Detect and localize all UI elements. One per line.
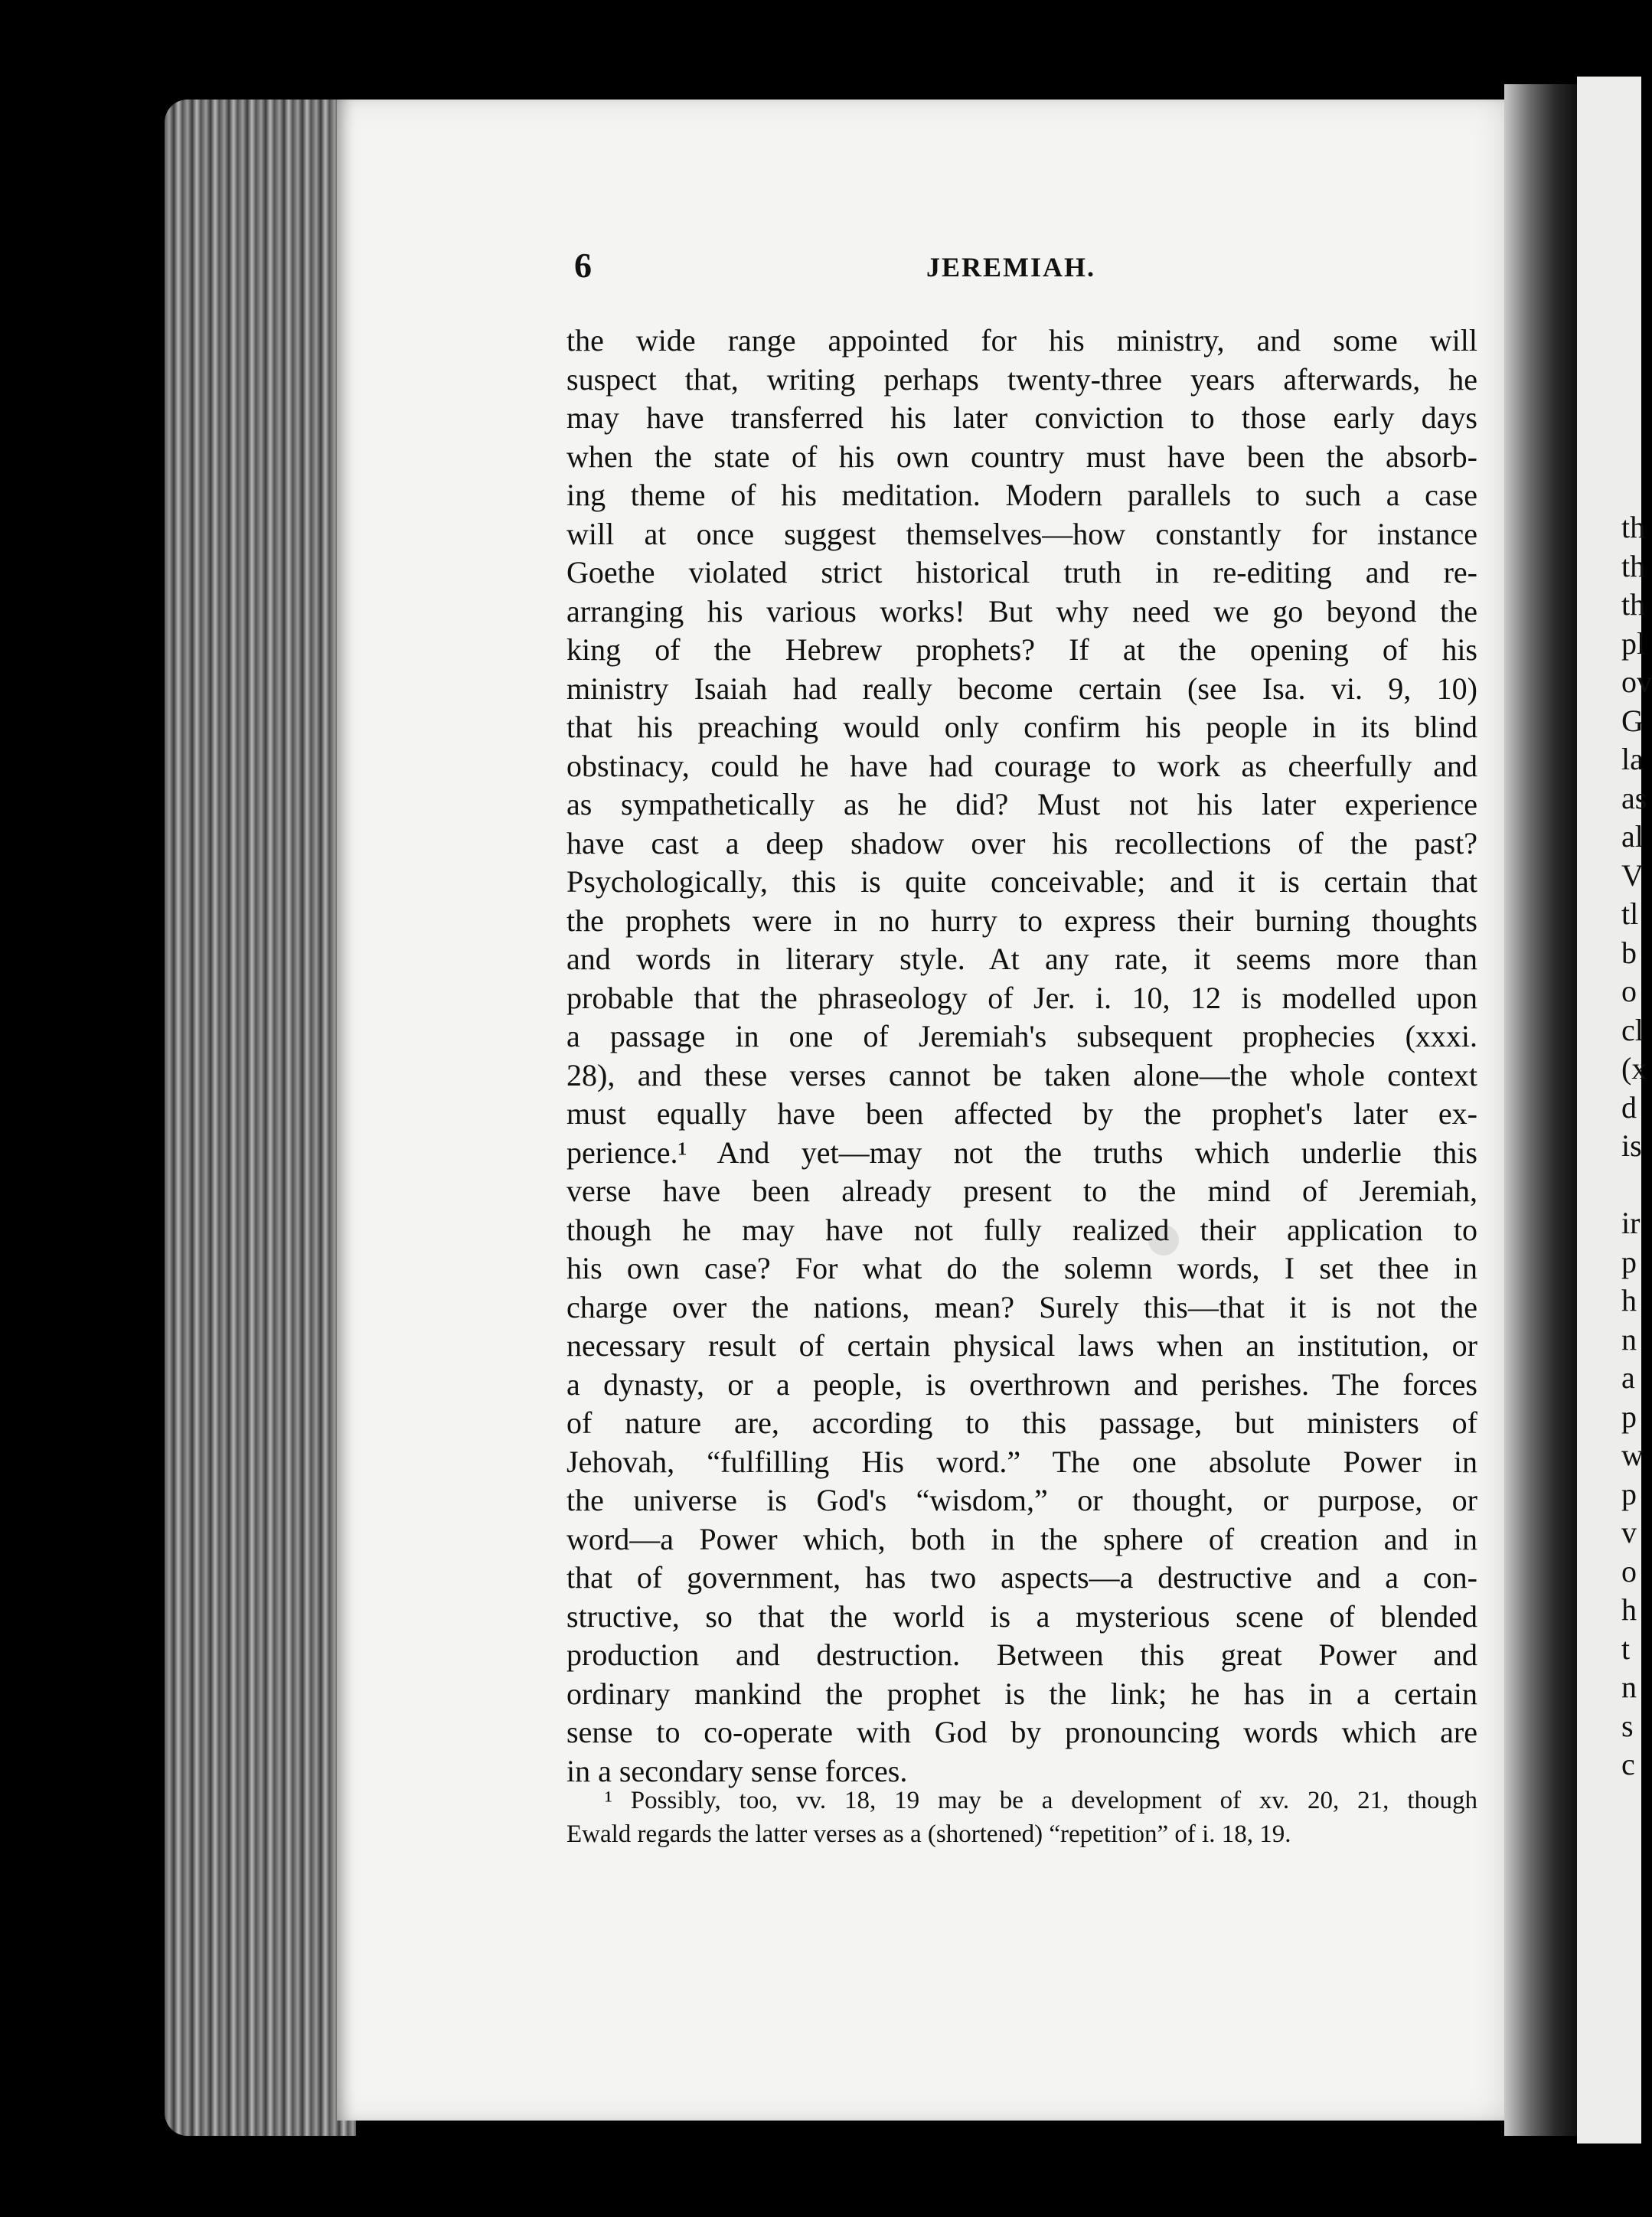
- body-line: king of the Hebrew prophets? If at the opening of his: [566, 632, 1477, 667]
- body-line: though he may have not fully realized their application to: [566, 1212, 1477, 1247]
- facing-page-fragment: th: [1621, 587, 1646, 622]
- body-line: Psychologically, this is quite conceivable; and it is certain that: [566, 864, 1477, 899]
- body-line: his own case? For what do the solemn words, I set thee in: [566, 1251, 1477, 1285]
- facing-page-fragment: d: [1621, 1089, 1637, 1125]
- facing-page-fragment: p: [1621, 1244, 1637, 1279]
- facing-page-fragment: t: [1621, 1631, 1631, 1666]
- body-line: Jehovah, “fulfilling His word.” The one absolute Power in: [566, 1444, 1477, 1479]
- body-line: when the state of his own country must have been the absorb-: [566, 439, 1477, 474]
- footnote: [566, 1784, 1477, 1851]
- facing-page-fragment: a: [1621, 1360, 1635, 1395]
- facing-page-fragment: th: [1621, 548, 1646, 583]
- body-line: production and destruction. Between this great Power and: [566, 1637, 1477, 1672]
- body-line: perience.¹ And yet—may not the truths which underlie this: [566, 1135, 1477, 1170]
- facing-page-fragment: pl: [1621, 625, 1646, 661]
- facing-page-edge: [1577, 77, 1652, 2144]
- body-line: necessary result of certain physical laws when an institution, or: [566, 1328, 1477, 1363]
- book-page-edges: [165, 100, 356, 2136]
- body-line: ordinary mankind the prophet is the link; he has in a certain: [566, 1676, 1477, 1711]
- body-line: that his preaching would only confirm his people in its blind: [566, 710, 1477, 744]
- body-text: [566, 322, 1477, 1791]
- body-line: Goethe violated strict historical truth in re-editing and re-: [566, 555, 1477, 589]
- facing-page-fragment: n: [1621, 1321, 1637, 1357]
- facing-page-fragment: c: [1621, 1747, 1635, 1781]
- facing-page-fragment: V: [1621, 857, 1644, 893]
- facing-page-fragment: G: [1621, 703, 1644, 738]
- body-line: verse have been already present to the mind of Jeremiah,: [566, 1174, 1477, 1208]
- body-line: and words in literary style. At any rate, it seems more than: [566, 942, 1477, 976]
- body-line: must equally have been affected by the prophet's later ex-: [566, 1096, 1477, 1131]
- facing-page-fragment: ov: [1621, 664, 1652, 699]
- facing-page-fragment: p: [1621, 1476, 1637, 1511]
- facing-page-fragment: is: [1621, 1128, 1642, 1163]
- body-line: the prophets were in no hurry to express their burning thoughts: [566, 903, 1477, 938]
- facing-page-fragment: w: [1621, 1438, 1644, 1472]
- body-line: that of government, has two aspects—a destructive and a con-: [566, 1560, 1477, 1595]
- facing-page-fragment: b: [1621, 935, 1637, 970]
- body-line: suspect that, writing perhaps twenty-three years afterwards, he: [566, 361, 1477, 397]
- body-line: a passage in one of Jeremiah's subsequent prophecies (xxxi.: [566, 1019, 1477, 1053]
- facing-page-fragment: h: [1621, 1283, 1637, 1317]
- footnote-line: ¹ Possibly, too, vv. 18, 19 may be a development of xv. 20, 21, though: [605, 1787, 1477, 1814]
- facing-page-fragment: p: [1621, 1399, 1637, 1434]
- body-line: in a secondary sense forces.: [566, 1753, 908, 1788]
- facing-page-fragment: n: [1621, 1670, 1637, 1704]
- facing-page-fragment: o: [1621, 1553, 1637, 1588]
- facing-page-fragment: s: [1621, 1708, 1634, 1743]
- body-line: a dynasty, or a people, is overthrown and perishes. The forces: [566, 1366, 1477, 1402]
- facing-page-fragment: ir: [1621, 1206, 1641, 1240]
- body-line: charge over the nations, mean? Surely this—that it is not the: [566, 1289, 1477, 1324]
- page-header: [566, 245, 1485, 291]
- facing-page-fragment: o: [1621, 974, 1637, 1008]
- body-line: arranging his various works! But why need we go beyond the: [566, 593, 1477, 629]
- facing-page-fragment: h: [1621, 1592, 1637, 1627]
- body-line: obstinacy, could he have had courage to work as cheerfully and: [566, 748, 1477, 783]
- footnote-line: Ewald regards the latter verses as a (shortened) “repetition” of i. 18, 19.: [566, 1820, 1291, 1848]
- body-line: word—a Power which, both in the sphere of creation and in: [566, 1521, 1477, 1556]
- body-line: structive, so that the world is a mysterious scene of blended: [566, 1598, 1477, 1634]
- body-line: the wide range appointed for his ministry, and some will: [566, 323, 1477, 358]
- book-gutter: [1504, 84, 1577, 2136]
- facing-page-fragment: as: [1621, 780, 1647, 815]
- facing-page-fragment: th: [1621, 510, 1646, 544]
- facing-page-fragment: la: [1621, 742, 1644, 776]
- body-line: ing theme of his meditation. Modern parallels to such a case: [566, 478, 1477, 512]
- body-line: probable that the phraseology of Jer. i. 10, 12 is modelled upon: [566, 980, 1477, 1015]
- facing-page-fragment: al: [1621, 819, 1644, 854]
- body-line: of nature are, according to this passage, but ministers of: [566, 1406, 1477, 1440]
- facing-page-fragment: tl: [1621, 896, 1639, 931]
- body-line: ministry Isaiah had really become certain (see Isa. vi. 9, 10): [566, 671, 1477, 706]
- body-line: as sympathetically as he did? Must not his later experience: [566, 787, 1477, 821]
- facing-page-fragment: v: [1621, 1515, 1637, 1549]
- body-line: sense to co-operate with God by pronouncing words which are: [566, 1715, 1477, 1749]
- running-head: JEREMIAH.: [926, 252, 1096, 282]
- body-line: may have transferred his later conviction to those early days: [566, 400, 1477, 435]
- body-line: have cast a deep shadow over his recollections of the past?: [566, 825, 1477, 860]
- facing-page-fragment: cl: [1621, 1012, 1644, 1047]
- body-line: 28), and these verses cannot be taken alone—the whole context: [566, 1057, 1477, 1092]
- page-number: 6: [574, 246, 592, 285]
- facing-page-fragment: (x: [1621, 1051, 1647, 1086]
- body-line: will at once suggest themselves—how constantly for instance: [566, 516, 1477, 551]
- body-line: the universe is God's “wisdom,” or thought, or purpose, or: [566, 1483, 1477, 1517]
